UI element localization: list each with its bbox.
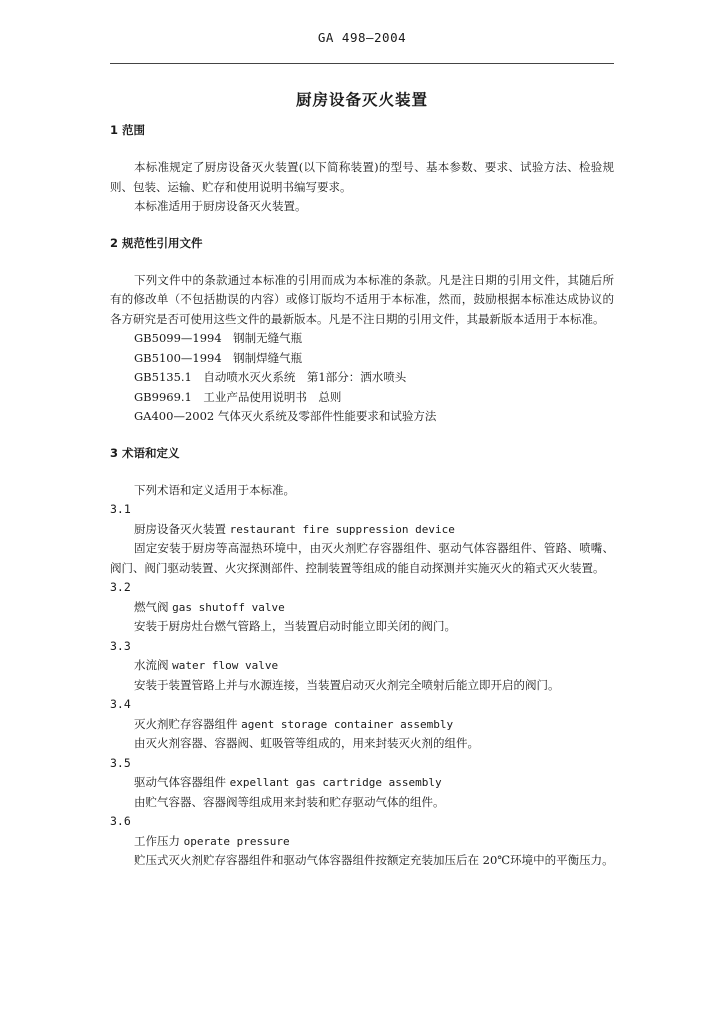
clause-number: 3.3 [110,638,131,653]
reference-item: GB5099—1994 钢制无缝气瓶 [134,331,303,345]
section-heading-terms: 3 术语和定义 [110,445,180,460]
reference-item: GB5100—1994 钢制焊缝气瓶 [134,350,303,365]
reference-item: GA400—2002 气体灭火系统及零部件性能要求和试验方法 [134,409,437,423]
clause-number: 3.2 [110,580,131,594]
term-english: operate pressure [183,834,290,848]
term-definition: 固定安装于厨房等高湿热环境中，由灭火剂贮存容器组件、驱动气体容器组件、管路、喷嘴、阀门、阀门驱动装置、火灾探测部件、控制装置等组成的能自动探测并实施灭火的箱式灭火装置。 [110,541,614,575]
term-definition: 贮压式灭火剂贮存容器组件和驱动气体容器组件按额定充装加压后在 20℃环境中的平衡压力。 [134,853,614,867]
header-divider [110,63,614,64]
standard-code: GA 498—2004 [317,30,407,45]
term-english: restaurant fire suppression device [229,522,455,536]
term-definition: 由贮气容器、容器阀等组成用来封装和贮存驱动气体的组件。 [134,794,445,809]
term-definition: 安装于厨房灶台燃气管路上，当装置启动时能立即关闭的阀门。 [134,619,456,633]
term-entry [110,715,614,735]
term-english: gas shutoff valve [172,600,285,614]
term-chinese: 燃气阀 [134,599,169,614]
term-entry [110,598,614,618]
section-heading-normative-references: 2 规范性引用文件 [110,235,203,250]
document-body [110,120,614,871]
term-definition: 由灭火剂容器、容器阀、虹吸管等组成的，用来封装灭火剂的组件。 [134,736,479,750]
reference-item: GB5135.1 自动喷水灭火系统 第1部分：洒水喷头 [134,370,407,384]
clause-number: 3.4 [110,697,131,711]
term-chinese: 厨房设备灭火装置 [134,521,226,536]
terms-intro-paragraph: 下列术语和定义适用于本标准。 [134,482,295,497]
term-chinese: 灭火剂贮存容器组件 [134,716,238,731]
term-chinese: 工作压力 [134,833,180,848]
term-english: expellant gas cartridge assembly [229,776,442,789]
scope-paragraph: 本标准规定了厨房设备灭火装置(以下简称装置)的型号、基本参数、要求、试验方法、检验规则、包装、运输、贮存和使用说明书编写要求。 [110,160,614,194]
term-entry [110,520,614,540]
term-entry [110,832,614,852]
clause-number: 3.5 [110,755,131,770]
term-definition: 安装于装置管路上并与水源连接，当装置启动灭火剂完全喷射后能立即开启的阀门。 [134,677,560,692]
term-chinese: 水流阀 [134,658,169,672]
term-english: agent storage container assembly [241,717,454,731]
term-entry [110,656,614,676]
scope-paragraph: 本标准适用于厨房设备灭火装置。 [134,199,307,213]
normative-intro-paragraph: 下列文件中的条款通过本标准的引用而成为本标准的条款。凡是注日期的引用文件，其随后所有的修改单（不包括勘误的内容）或修订版均不适用于本标准，然而，鼓励根据本标准达成协议的各方研究是否可使用这些文件的最新版本。凡是不注日期的引用文件，其最新版本适用于本标准。 [110,272,614,326]
term-english: water flow valve [172,659,279,672]
section-heading-scope: 1 范围 [110,123,146,137]
clause-number: 3.1 [110,502,131,516]
term-chinese: 驱动气体容器组件 [134,775,226,789]
clause-number: 3.6 [110,814,131,828]
document-title: 厨房设备灭火装置 [295,91,428,109]
term-entry [110,773,614,793]
reference-item: GB9969.1 工业产品使用说明书 总则 [134,389,342,404]
